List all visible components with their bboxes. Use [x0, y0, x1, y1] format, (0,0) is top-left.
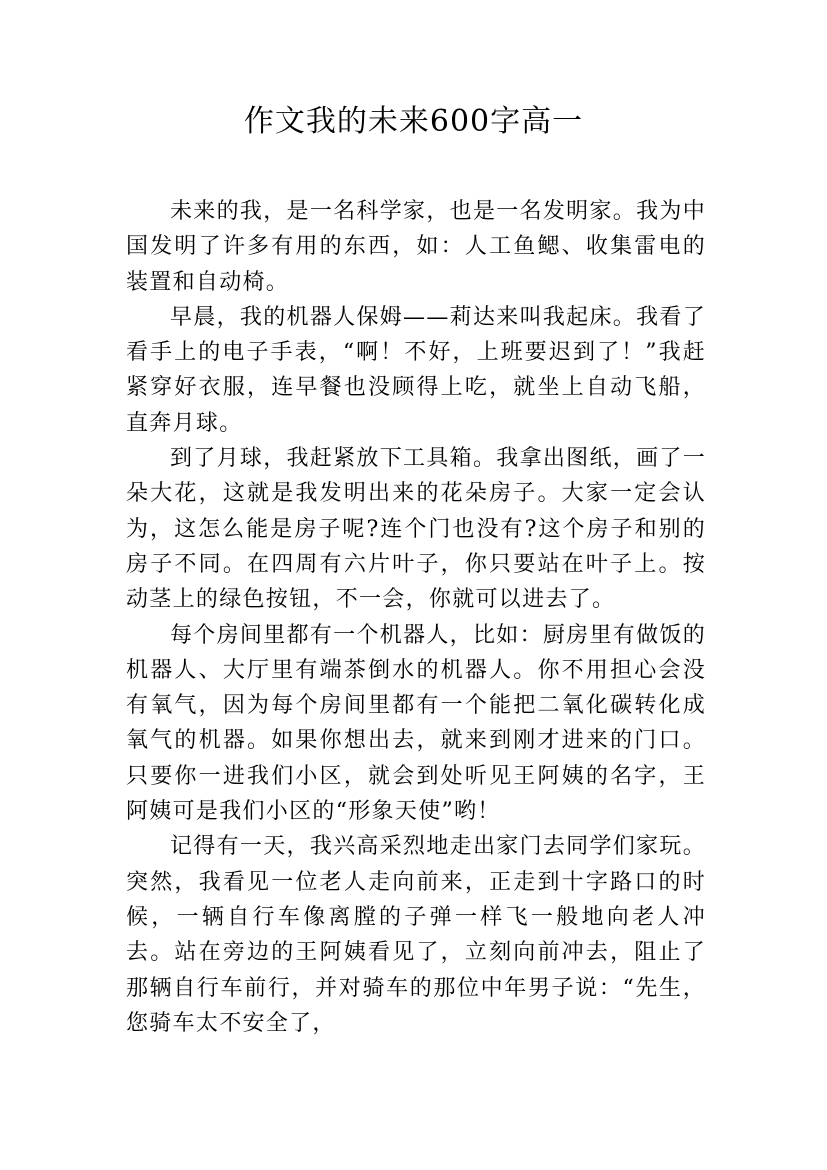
paragraph-5: 记得有一天，我兴高采烈地走出家门去同学们家玩。突然，我看见一位老人走向前来，正走到十字路口的时候，一辆自行车像离膛的子弹一样飞一般地向老人冲去。站在旁边的王阿姨看见了，立刻向前冲去，阻止了那辆自行车前行，并对骑车的那位中年男子说：“先生，您骑车太不安全了，: [126, 834, 706, 1036]
paragraph-3: 到了月球，我赶紧放下工具箱。我拿出图纸，画了一朵大花，这就是我发明出来的花朵房子。大家一定会认为，这怎么能是房子呢?连个门也没有?这个房子和别的房子不同。在四周有六片叶子，你只要站在叶子上。按动茎上的绿色按钮，不一会，你就可以进去了。: [126, 446, 706, 613]
document-title: 作文我的未来600字高一: [243, 104, 584, 139]
paragraph-4: 每个房间里都有一个机器人，比如：厨房里有做饭的机器人、大厅里有端茶倒水的机器人。你不用担心会没有氧气，因为每个房间里都有一个能把二氧化碳转化成氧气的机器。如果你想出去，就来到刚才进来的门口。只要你一进我们小区，就会到处听见王阿姨的名字，王阿姨可是我们小区的“形象天使”哟！: [126, 622, 706, 825]
document-body: [126, 194, 706, 1041]
paragraph-2: 早晨，我的机器人保姆——莉达来叫我起床。我看了看手上的电子手表，“啊！不好，上班要迟到了！”我赶紧穿好衣服，连早餐也没顾得上吃，就坐上自动飞船，直奔月球。: [126, 304, 706, 436]
paragraph-1: 未来的我，是一名科学家，也是一名发明家。我为中国发明了许多有用的东西，如：人工鱼鳃、收集雷电的装置和自动椅。: [126, 199, 706, 295]
